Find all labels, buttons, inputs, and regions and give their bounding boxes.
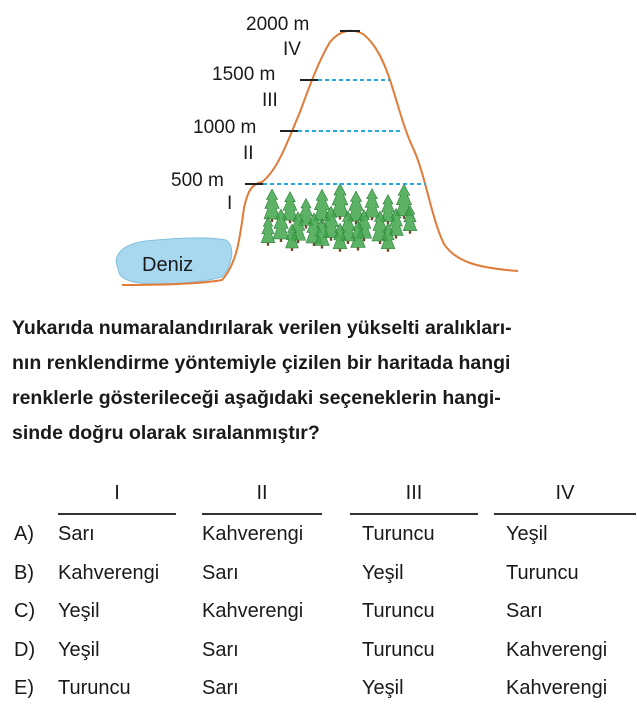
question-text — [12, 311, 632, 451]
tree-trunk — [321, 246, 323, 249]
option-letter[interactable]: E) — [14, 677, 34, 699]
tree-trunk — [403, 216, 405, 219]
column-rule-iv — [494, 513, 636, 515]
tree-trunk — [330, 238, 332, 241]
option-cell: Yeşil — [362, 561, 404, 584]
column-header-i: I — [114, 482, 120, 504]
column-header-iv: IV — [555, 482, 575, 504]
option-cell: Sarı — [58, 523, 95, 545]
column-rule-ii — [202, 513, 322, 515]
option-cell: Kahverengi — [58, 561, 160, 584]
option-cell: Sarı — [202, 561, 239, 584]
zone-label-iv: IV — [283, 39, 301, 60]
option-letter[interactable]: D) — [14, 638, 36, 661]
tree-icon — [364, 189, 379, 218]
option-cell: Yeşil — [58, 638, 100, 661]
tree-trunk — [347, 241, 349, 244]
option-cell: Yeşil — [58, 600, 100, 622]
column-rule-iii — [350, 513, 478, 515]
option-cell: Yeşil — [362, 677, 404, 699]
zone-label-iii: III — [262, 90, 278, 111]
tree-trunk — [395, 236, 397, 239]
tree-trunk — [387, 249, 389, 252]
tree-trunk — [289, 220, 291, 223]
tree-trunk — [357, 248, 359, 251]
elevation-label-2000: 2000 m — [246, 14, 310, 35]
option-cell: Turuncu — [362, 638, 435, 661]
column-header-ii: II — [256, 482, 268, 504]
option-letter[interactable]: C) — [14, 600, 36, 622]
tree-trunk — [339, 217, 341, 220]
option-cell: Kahverengi — [202, 523, 304, 545]
option-cell: Kahverengi — [506, 638, 608, 661]
option-cell: Turuncu — [362, 523, 435, 545]
elevation-label-1500: 1500 m — [212, 64, 276, 85]
tree-trunk — [339, 249, 341, 252]
tree-trunk — [305, 226, 307, 229]
elevation-label-1000: 1000 m — [193, 117, 257, 138]
option-cell: Kahverengi — [506, 677, 608, 699]
option-cell: Sarı — [202, 677, 239, 699]
tree-trunk — [371, 217, 373, 220]
tree-trunk — [280, 239, 282, 242]
option-cell: Sarı — [506, 600, 543, 622]
option-cell: Turuncu — [506, 561, 579, 584]
option-cell: Turuncu — [362, 600, 435, 622]
elevation-label-500: 500 m — [171, 170, 224, 191]
forest-trees — [261, 184, 417, 252]
option-letter[interactable]: B) — [14, 561, 34, 584]
tree-trunk — [267, 243, 269, 246]
zone-label-i: I — [227, 193, 233, 214]
zone-label-ii: II — [243, 143, 254, 164]
option-cell: Yeşil — [506, 523, 548, 545]
column-header-iii: III — [405, 482, 423, 504]
option-cell: Kahverengi — [202, 600, 304, 622]
question-line: Yukarıda numaralandırılarak verilen yükselti aralıkları- — [12, 317, 512, 339]
question-line: sinde doğru olarak sıralanmıştır? — [12, 422, 320, 444]
option-letter[interactable]: A) — [14, 523, 34, 545]
tree-trunk — [271, 219, 273, 222]
tree-icon — [264, 189, 280, 219]
tree-trunk — [379, 241, 381, 244]
question-line: nın renklendirme yöntemiyle çizilen bir haritada hangi — [12, 352, 511, 374]
tree-trunk — [291, 248, 293, 251]
sea-label: Deniz — [142, 254, 194, 276]
option-cell: Turuncu — [58, 677, 131, 699]
column-rule-i — [58, 513, 176, 515]
tree-trunk — [363, 238, 365, 241]
question-line: renklerle gösterileceği aşağıdaki seçeneklerin hangi- — [12, 387, 501, 409]
option-cell: Sarı — [202, 638, 239, 661]
tree-trunk — [297, 240, 299, 243]
tree-trunk — [409, 231, 411, 234]
mountain-elevation-figure — [0, 0, 637, 300]
